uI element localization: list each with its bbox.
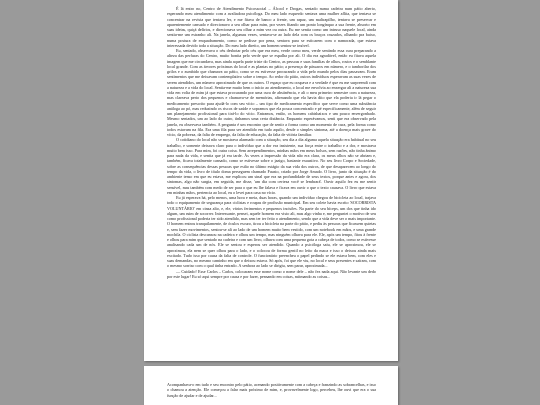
paragraph: É lá entro no, Centro de Atendimento Psicossocial – Álcool e Drogas, sentado numa cadeira num pátio aberto, esperando meu atendimento com a avaliadora psicóloga. Do meu lado esquerdo sentava uma mulher aflita, que tentava se concentrar na revista que tentava ler, e me fitava de banco a frente, um rapaz, um maltrapilho, tentava se preservar e aparentemente cansado e direcionavo a seu olhar para mim, por vezes fitando um ponto longínquo a sua frente, absorto em suas ideias, quiçá delírios, e direcionava seu olhar a mim vez ou outra. Eu me sentia como um intruso naquele local, ainda sentia-me um estranho ali. Na janela, algumas vezes, sentava-se ao lado dela com os braços cruzados, olhando pra baixo, numa postura de enquadramento, como se pedisse por pena, sentava para se esticarem com o namorada, que estava interessada devido toda a situação. Do meu lado direito, um homem sentou-se imóvel.	[167, 6, 376, 48]
paragraph: O cotidiano do local não se mostrava alarmado com a situação, seu dia a dia alguma aquela situação era habitual no seu trabalho, e somente deixava claro para o indivíduo que a dor era insistente, sua força entre o trabalho e a dor, e mostrava muito bem isso. Para mim, foi outra coisa. Sem arrependimentos, minhas mãos em meus bolsos, sem razões, não tinha ânimo para nada da vida, e sentia que já era tarde. Às vezes a impressão da vida não era clara, os meus olhos não se abriam e, também, ficava totalmente cansado, como se estivesse sobre o jazigo, bastante exaustivo. No seu livro Corpo e Sociedade, sobre as consequências dessas pessoas que estão no último estágio da sua vida dos outros, de que desaparecem ao longo do tempo da vida, o livro de título doma perseguem chamado Fausto, criado por Jorge Amado. O livro, junto da situação é do ambiente tenso em que eu estava, me explicou um sinal que era na profundidade de seus textos, porque antes e agora, dos sintomas, algo não surgia, em seguida, me disse, 'um dia com certeza você se lembrará'. Ouvir aquilo fez eu me sentir sensível, mas também com medo de ser para o que eu lhe falava e ficava em ouvir o que o texto causava. O livro que estava em minhas mãos, pertencia ao local, eu o levei para casa no vício.	[167, 137, 376, 195]
paragraph: Eu já esperava há, pelo menos, uma hora e meia, duas horas, quando um indivíduo chegou de bicicleta ao local, trajava todo o equipamento de segurança para ciclistas e roupas de profissão municipal. Em seu colete havia escrito 'SOCORRISTA VOLUNTÁRIO' em cinza alto, e, ele, vários ferimentos e pequenos incisões. Na parte do seu bíceps, um dos que tinha ido algum, um ruim de socorrer. Interessante, pensei, aquele homem era visto ali, mas algo vinha e, me perguntei o motivo de seu como profissional poderia ter sido atendido, mas sem ter ter feito o atendimento, sendo que a vida deve ser o mais importante. O homem entrou tranquilamente, de óculos escuro, tirou a bicicleta na parte do pátio, e pediu às pessoas que ficassem quietas e, sem fazer movimentos, sentou-se ali ao lado de um homem muito bem vestido, com um notebook em mãos, e uma grande mochila. O ciclista descansou na cadeira e olhou um tempo, mas ninguém olhava para ele. Ele, após um tempo, fitou à frente e olhou para mim que sentado na cadeira e com um livro, olhava com uma pequena gota a cabeça de todos, como se estivesse analisando cada um de nós. Ele se sentou e esperou ser atendido. Quando a psicóloga saiu, ele se aproximou, ele se aproximou, ela nem se quer olhou para o lado, e o colocou de forma gentil no leito da maca e isso o deixou ainda mais excitado. Tudo isso por causa da falta de controle. O funcionário preencheu o papel pedindo se ele estava bem, com eles e suas demandas, no mesmo caminho em que o deixou estava. Só após, foi que ele viu, no local e seus presentes e saíram, com o mesmo sorriso com o qual tinha entrado. A senhora ao lado se dirigiu, sem parar, aproximada...	[167, 195, 376, 269]
document-page-1	[144, 0, 398, 361]
paragraph: Eu, sentado, observava o céu desbotar pelo céu que era meu, verde como meu, verde sentindo essa cura preparando a alteza das perfuras do Centro, muito bonita pelo verde que se espalha por ali. O dia era agradável, então eu fitava aquela imagem que me circundava, mas ainda aquela parte triste do Centro, as pessoas e suas famílias de olhos, rostos e o semblante local grande. Com as árvores próximas do local e as plantas no pátio; a presença de pássaros em número, e o tamborilar dos grilos e o zumbido que chamava ao pátio, como se eu estivesse procurando a vida pelo mundo pelos dias passavam. Eram sentimentos que me deixavam contemplativo sobre o tempo. Ao redor do pátio, outros indivíduos esperavam as suas vezes de serem atendidos, um número aproximado de que os outros. O espaço que eu ocupava e a verdade é que eu me surpreendi com a natureza e a vida do local. Sentia-me muito bem o início ao atendimento, o local me envolvia ao enxergar ali a natureza sua vida em volta de mim já que estava procurando por uma cura de abstinência, e ali o meu primeiro semestre com a natureza, mas clareava perto dos pequenos e chamava-se de memórias, afirmando que ela havia dito que ela poderia ir lá pegar o medicamento prescrito para ajudá-lo com seu vício – um tipo de medicamento específico que serve como uma substância análoga ao pó, mas reduzindo os riscos de saúde e sopramos que ela pouca concentrado e pé especificamente, além de seguir um planejamento profissional para tirá-lo do vício. Entramos, então, os homens cabisbaixos e um pouco envergonhado. Mesmo sentados, um ao lado do outro, tínhamos uma certa distância. Enquanto esperávamos, senti que era observado pela janela, eu observava também. A pergunta é um encontro que de sentir a forma como um momento de cura, pela forma como todos estavam na fila. Era uma fila para ser atendido em tudo aquilo, desde o simples sintoma, até a doença mais grave do vício, da pobreza, da falta de emprego, da falta de educação, da falta de vitória familiar.	[167, 48, 376, 137]
paragraph: Acompanhava-o em tudo e seu encontro pelo pátio, acenando positivamente com a cabeça e franzindo as sobrancelhas, e isso o chamou a atenção. Ele começou a falar mais próximo de mim, e, provavelmente logo, percebeu, lhe ouvi que era o sua função de ajudar e de ajudar...	[167, 382, 376, 398]
paragraph: — Cuidado! Esse Carlos – Carlos, colocaram esse nome como o nome dele – não fez nada aqui. Não levante um dedo por este lugar! Eu só aqui sempre por causa e por fazer, pensando em coisas, mitmando as coisas...	[167, 268, 376, 279]
document-page-2	[144, 366, 398, 405]
